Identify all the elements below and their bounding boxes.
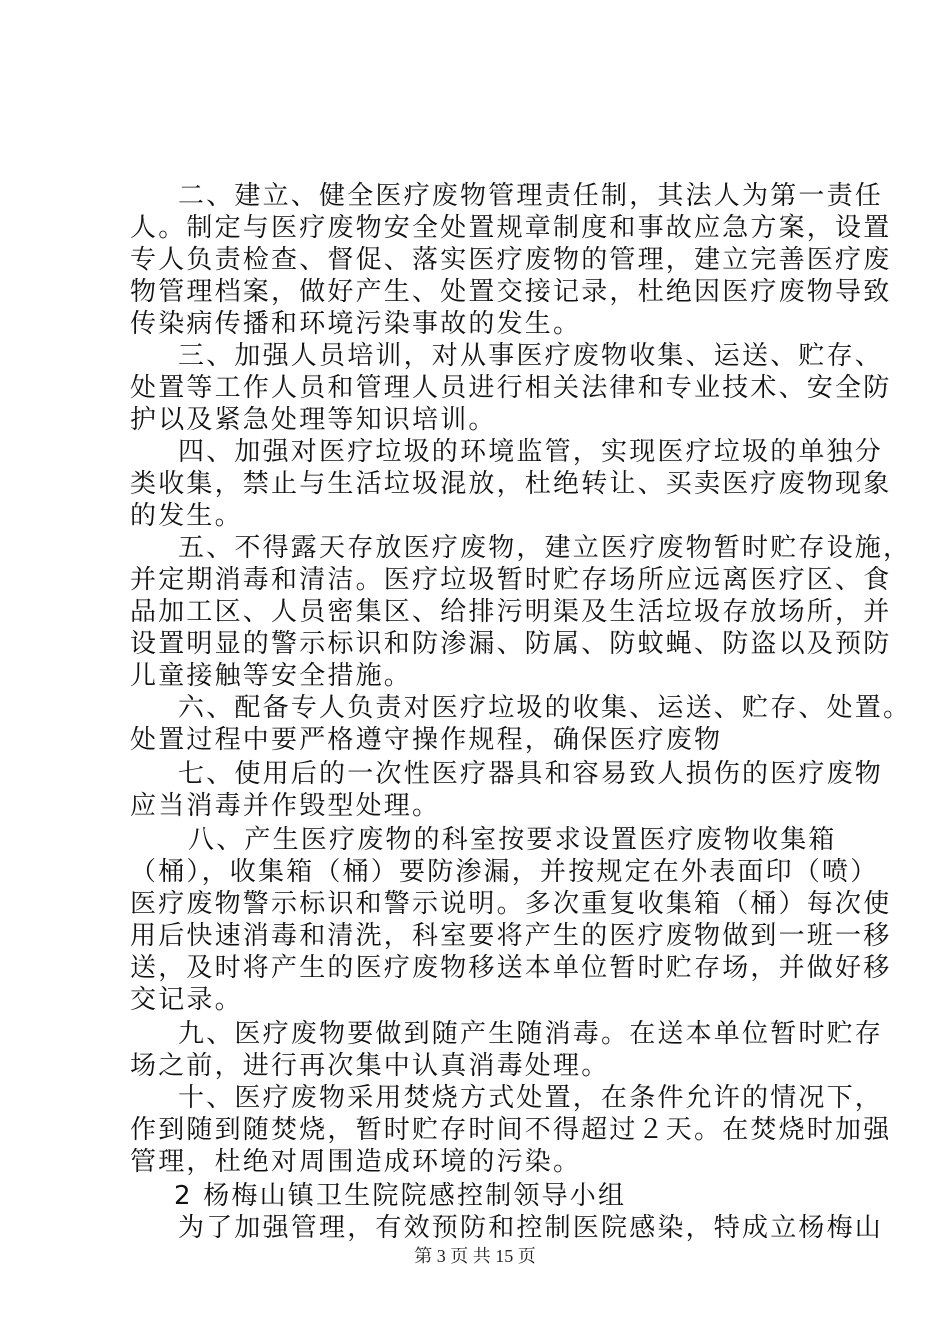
paragraph-line: 九、医疗废物要做到随产生随消毒。在送本单位暂时贮存 — [178, 1019, 884, 1049]
paragraph-line: 儿童接触等安全措施。 — [130, 661, 413, 691]
paragraph-line: 用后快速消毒和清洗，科室要将产生的医疗废物做到一班一移 — [130, 921, 892, 951]
paragraph-line: 医疗废物警示标识和警示说明。多次重复收集箱（桶）每次使 — [130, 889, 892, 919]
page-footer: 第 3 页 共 15 页 — [414, 1246, 536, 1266]
paragraph-line: 设置明显的警示标识和防渗漏、防属、防蚊蝇、防盗以及预防 — [130, 629, 892, 659]
paragraph-line: 处置过程中要严格遵守操作规程，确保医疗废物 — [130, 725, 723, 755]
paragraph-line: 交记录。 — [130, 985, 243, 1015]
section-heading: 2 杨梅山镇卫生院院感控制领导小组 — [174, 1181, 627, 1211]
paragraph-line: 管理，杜绝对周围造成环境的污染。 — [130, 1147, 582, 1177]
paragraph-line: 八、产生医疗废物的科室按要求设置医疗废物收集箱 — [188, 825, 837, 855]
paragraph-line: 类收集，禁止与生活垃圾混放，杜绝转让、买卖医疗废物现象 — [130, 469, 892, 499]
paragraph-line: 物管理档案，做好产生、处置交接记录，杜绝因医疗废物导致 — [130, 277, 892, 307]
paragraph-line: 处置等工作人员和管理人员进行相关法律和专业技术、安全防 — [130, 373, 892, 403]
paragraph-line: 送，及时将产生的医疗废物移送本单位暂时贮存场，并做好移 — [130, 953, 892, 983]
paragraph-line: 三、加强人员培训，对从事医疗废物收集、运送、贮存、 — [178, 341, 884, 371]
paragraph-line: 的发生。 — [130, 501, 243, 531]
paragraph-line: 六、配备专人负责对医疗垃圾的收集、运送、贮存、处置。 — [178, 693, 912, 723]
paragraph-line: 场之前，进行再次集中认真消毒处理。 — [130, 1051, 610, 1081]
paragraph-line: 并定期消毒和清洁。医疗垃圾暂时贮存场所应远离医疗区、食 — [130, 565, 892, 595]
paragraph-line: 为了加强管理，有效预防和控制医院感染，特成立杨梅山 — [178, 1213, 884, 1243]
paragraph-line: 传染病传播和环境污染事故的发生。 — [130, 309, 582, 339]
paragraph-line: 二、建立、健全医疗废物管理责任制，其法人为第一责任 — [178, 181, 884, 211]
paragraph-line: （桶），收集箱（桶）要防渗漏，并按规定在外表面印（喷） — [130, 857, 879, 887]
paragraph-line: 护以及紧急处理等知识培训。 — [130, 405, 497, 435]
paragraph-line: 专人负责检查、督促、落实医疗废物的管理，建立完善医疗废 — [130, 245, 892, 275]
paragraph-line: 作到随到随焚烧，暂时贮存时间不得超过２天。在焚烧时加强 — [130, 1115, 892, 1145]
paragraph-line: 品加工区、人员密集区、给排污明渠及生活垃圾存放场所，并 — [130, 597, 892, 627]
paragraph-line: 五、不得露天存放医疗废物，建立医疗废物暂时贮存设施， — [178, 533, 912, 563]
paragraph-line: 四、加强对医疗垃圾的环境监管，实现医疗垃圾的单独分 — [178, 437, 884, 467]
paragraph-line: 七、使用后的一次性医疗器具和容易致人损伤的医疗废物 — [178, 759, 884, 789]
paragraph-line: 十、医疗废物采用焚烧方式处置，在条件允许的情况下， — [178, 1083, 884, 1113]
paragraph-line: 应当消毒并作毁型处理。 — [130, 791, 441, 821]
paragraph-line: 人。制定与医疗废物安全处置规章制度和事故应急方案，设置 — [130, 213, 892, 243]
